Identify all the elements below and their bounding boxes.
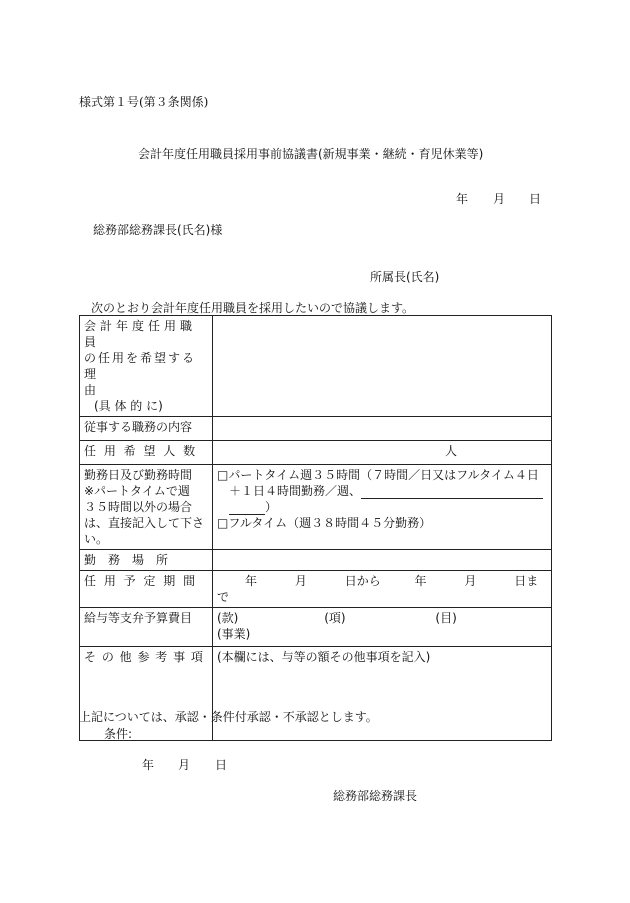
table-row — [80, 608, 552, 647]
reason-field[interactable] — [213, 316, 552, 417]
place-label: 勤 務 場 所 — [80, 550, 213, 571]
place-field[interactable] — [213, 550, 552, 571]
date-month: 月 — [493, 192, 506, 206]
conditions-label: 条件: — [104, 727, 133, 741]
document-title: 会計年度任用職員採用事前協議書(新規事業・継続・育児休業等) — [138, 147, 484, 161]
count-label: 任 用 希 望 人 数 — [80, 441, 213, 465]
budget-field[interactable]: (款) (項) (目) (事業) — [213, 608, 552, 647]
duty-label: 従事する職務の内容 — [80, 417, 213, 441]
count-unit: 人 — [445, 444, 458, 458]
hours-label: 勤務日及び勤務時間 ※パートタイムで週 ３５時間以外の場合 は、直接記入して下さ い。 — [80, 465, 213, 550]
parttime-option[interactable]: □パートタイム週３５時間（７時間／日又はフルタイム４日 — [217, 468, 539, 482]
budget-label: 給与等支弁予算費目 — [80, 608, 213, 647]
date-year: 年 — [456, 192, 469, 206]
table-row — [80, 550, 552, 571]
intro-text: 次のとおり会計年度任用職員を採用したいので協議します。 — [91, 301, 415, 315]
fulltime-option[interactable]: □フルタイム（週３８時間４５分勤務） — [217, 516, 432, 530]
hours-field[interactable]: □パートタイム週３５時間（７時間／日又はフルタイム４日 ＋１日４時間勤務／週、 ） □フルタイム（週３８時間４５分勤務） — [213, 465, 552, 550]
approver: 総務部総務課長 — [333, 789, 418, 803]
table-row — [80, 571, 552, 608]
sender: 所属長(氏名) — [370, 270, 440, 284]
approval-date-month: 月 — [178, 758, 191, 772]
table-row — [80, 316, 552, 417]
table-row — [80, 417, 552, 441]
period-label: 任 用 予 定 期 間 — [80, 571, 213, 608]
approval-text: 上記については、承認・条件付承認・不承認とします。 — [79, 710, 378, 724]
date-day: 日 — [529, 192, 542, 206]
form-number: 様式第１号(第３条関係) — [79, 95, 209, 109]
reason-label: 会計年度任用職員 の任用を希望する理 由 (具 体 的 に) — [80, 316, 213, 417]
other-label: そ の 他 参 考 事 項 — [80, 647, 213, 741]
other-field[interactable]: (本欄には、与等の額その他事項を記入) — [213, 647, 552, 741]
addressee: 総務部総務課長(氏名)様 — [93, 223, 223, 237]
period-field[interactable]: 年 月 日から 年 月 日まで — [213, 571, 552, 608]
approval-date-day: 日 — [215, 758, 228, 772]
duty-field[interactable] — [213, 417, 552, 441]
approval-date-year: 年 — [142, 758, 155, 772]
table-row — [80, 441, 552, 465]
count-field[interactable] — [213, 441, 552, 465]
table-row — [80, 647, 552, 741]
consultation-table — [79, 315, 552, 741]
table-row — [80, 465, 552, 550]
